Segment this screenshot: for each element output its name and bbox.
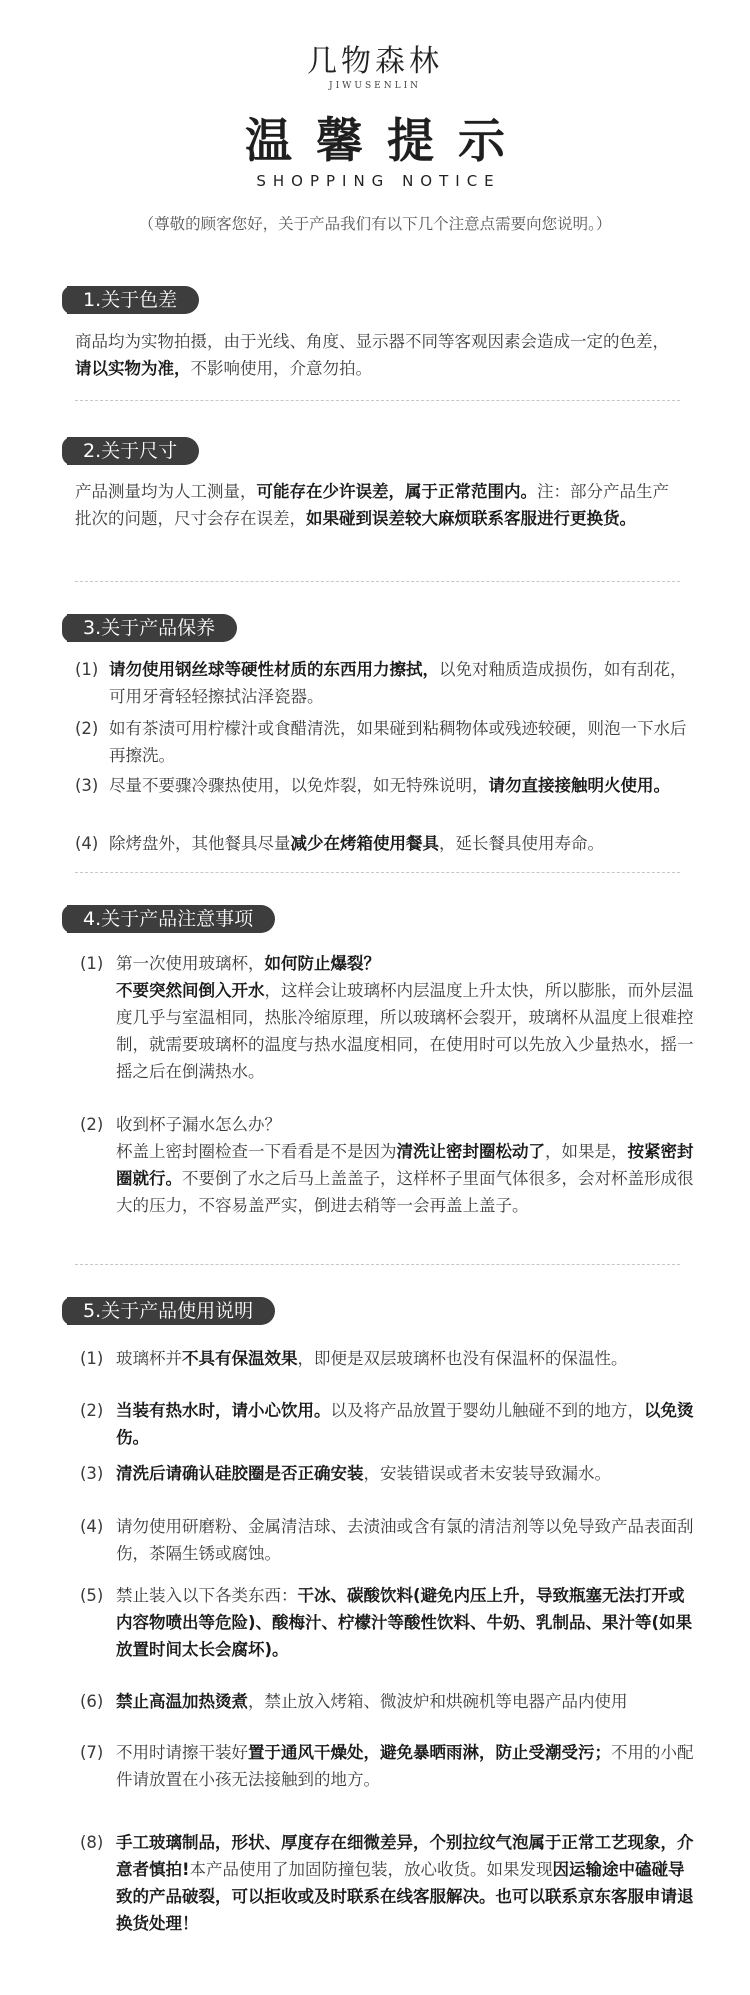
divider bbox=[75, 872, 680, 873]
care-item: (2) 如有茶渍可用柠檬汁或食醋清洗，如果碰到粘稠物体或残迹较硬，则泡一下水后再擦洗。 bbox=[75, 719, 687, 765]
usage-item: (6) 禁止高温加热烫煮，禁止放入烤箱、微波炉和烘碗机等电器产品内使用 bbox=[80, 1692, 628, 1711]
section-tag-usage: 5.关于产品使用说明 bbox=[67, 1297, 275, 1325]
section-color-text: 商品均为实物拍摄，由于光线、角度、显示器不同等客观因素会造成一定的色差，请以实物为准，不影响使用，介意勿拍。 bbox=[75, 332, 669, 378]
usage-item: (8) 手工玻璃制品，形状、厚度存在细微差异，个别拉纹气泡属于正常工艺现象，介意者慎拍!本产品使用了加固防撞包装，放心收货。如果发现因运输途中磕碰导致的产品破裂，可以拒收或及时联系在线客服解决。也可以联系京东客服申请退换货处理！ bbox=[80, 1833, 694, 1933]
notes-question: (1) 第一次使用玻璃杯，如何防止爆裂？ bbox=[80, 954, 380, 973]
section-tag-color: 1.关于色差 bbox=[67, 286, 199, 314]
section-tag-size: 2.关于尺寸 bbox=[67, 437, 199, 465]
care-item: (3) 尽量不要骤冷骤热使用，以免炸裂，如无特殊说明，请勿直接接触明火使用。 bbox=[75, 776, 670, 795]
notes-question: (2) 收到杯子漏水怎么办？ bbox=[80, 1115, 281, 1134]
care-item: (1) 请勿使用钢丝球等硬性材质的东西用力擦拭，以免对釉质造成损伤，如有刮花，可用牙膏轻轻擦拭沾泽瓷器。 bbox=[75, 660, 687, 706]
page-subtitle: SHOPPING NOTICE bbox=[256, 172, 501, 190]
usage-item: (7) 不用时请擦干装好置于通风干燥处，避免暴晒雨淋，防止受潮受污；不用的小配件请放置在小孩无法接触到的地方。 bbox=[80, 1743, 694, 1789]
section-tag-care: 3.关于产品保养 bbox=[67, 614, 237, 642]
section-tag-notes: 4.关于产品注意事项 bbox=[67, 905, 275, 933]
usage-item: (4) 请勿使用研磨粉、金属清洁球、去渍油或含有氯的清洁剂等以免导致产品表面刮伤，茶隔生锈或腐蚀。 bbox=[80, 1517, 694, 1563]
section-size-text: 产品测量均为人工测量，可能存在少许误差，属于正常范围内。注：部分产品生产批次的问题，尺寸会存在误差，如果碰到误差较大麻烦联系客服进行更换货。 bbox=[75, 482, 669, 528]
brand-pinyin: JIWUSENLIN bbox=[328, 81, 421, 91]
usage-item: (2) 当装有热水时，请小心饮用。以及将产品放置于婴幼儿触碰不到的地方，以免烫伤。 bbox=[80, 1401, 694, 1447]
notes-answer: 不要突然间倒入开水，这样会让玻璃杯内层温度上升太快，所以膨胀，而外层温度几乎与室温相同，热胀冷缩原理，所以玻璃杯会裂开，玻璃杯从温度上很难控制，就需要玻璃杯的温度与热水温度相同，在使用时可以先放入少量热水，摇一摇之后在倒满热水。 bbox=[116, 981, 694, 1081]
brand-logo-text: 几物森林 bbox=[307, 44, 443, 79]
divider bbox=[75, 581, 680, 582]
usage-item: (1) 玻璃杯并不具有保温效果，即便是双层玻璃杯也没有保温杯的保温性。 bbox=[80, 1349, 628, 1368]
divider bbox=[75, 1264, 680, 1265]
usage-item: (3) 清洗后请确认硅胶圈是否正确安装，安装错误或者未安装导致漏水。 bbox=[80, 1464, 611, 1483]
page-title: 温馨提示 bbox=[245, 114, 529, 169]
brand-header bbox=[0, 44, 750, 91]
intro-text: （尊敬的顾客您好，关于产品我们有以下几个注意点需要向您说明。） bbox=[138, 215, 612, 233]
usage-item: (5) 禁止装入以下各类东西：干冰、碳酸饮料(避免内压上升，导致瓶塞无法打开或内容物喷出等危险)、酸梅汁、柠檬汁等酸性饮料、牛奶、乳制品、果汁等(如果放置时间太长会腐坏)。 bbox=[80, 1586, 693, 1659]
divider bbox=[75, 400, 680, 401]
notes-answer: 杯盖上密封圈检查一下看看是不是因为清洗让密封圈松动了，如果是，按紧密封圈就行。不要倒了水之后马上盖盖子，这样杯子里面气体很多，会对杯盖形成很大的压力，不容易盖严实，倒进去稍等一会再盖上盖子。 bbox=[116, 1142, 694, 1215]
care-item: (4) 除烤盘外，其他餐具尽量减少在烤箱使用餐具，延长餐具使用寿命。 bbox=[75, 834, 604, 853]
